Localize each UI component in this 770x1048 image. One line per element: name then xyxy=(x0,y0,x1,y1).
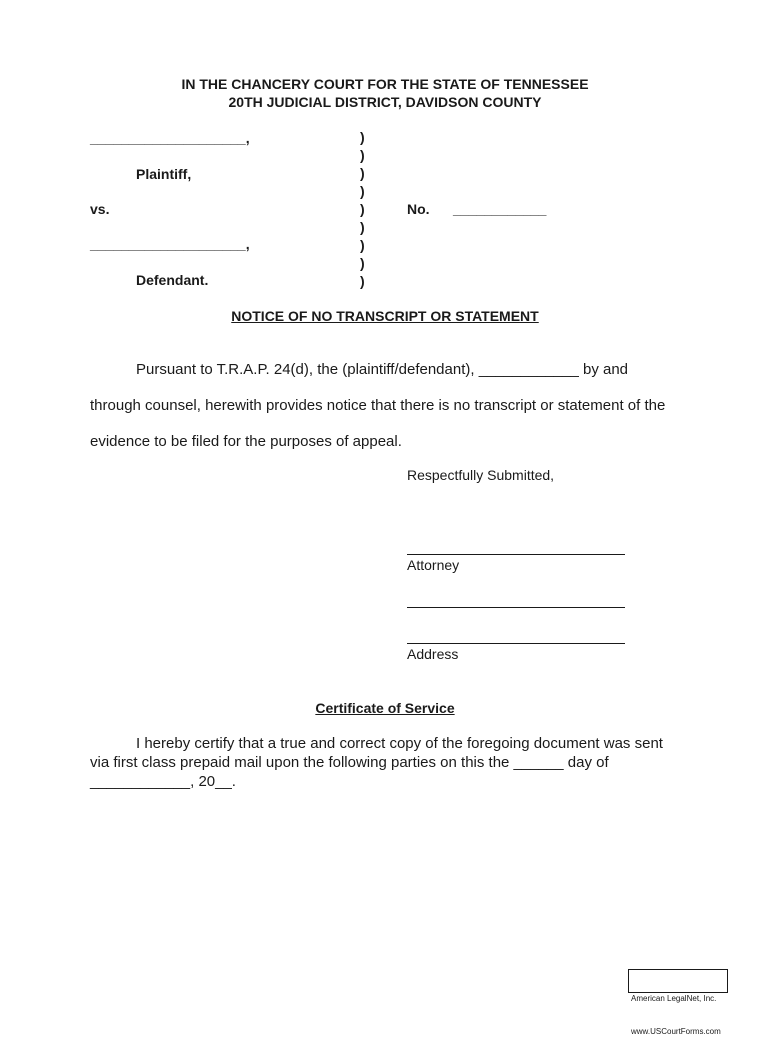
caption-paren: ) xyxy=(360,273,365,289)
caption-parentheses xyxy=(360,128,365,290)
publisher-footer-box xyxy=(628,969,728,1036)
caption-paren: ) xyxy=(360,129,365,145)
caption-paren: ) xyxy=(360,219,365,235)
caption-paren: ) xyxy=(360,255,365,271)
case-number-label: No. xyxy=(407,201,430,217)
caption-paren: ) xyxy=(360,237,365,253)
document-title: NOTICE OF NO TRANSCRIPT OR STATEMENT xyxy=(231,308,539,324)
attorney-signature-line xyxy=(407,554,625,555)
certificate-line-1: I hereby certify that a true and correct copy of the foregoing document was sent xyxy=(136,735,663,752)
case-number-blank: ____________ xyxy=(453,201,547,217)
defendant-name-blank: ____________________, xyxy=(90,236,250,252)
caption-paren: ) xyxy=(360,183,365,199)
body-line-3: evidence to be filed for the purposes of appeal. xyxy=(90,433,402,450)
body-line-1: Pursuant to T.R.A.P. 24(d), the (plaintiff/defendant), ____________ by and xyxy=(136,361,629,378)
attorney-label: Attorney xyxy=(407,557,460,573)
versus-label: vs. xyxy=(90,201,110,217)
defendant-label: Defendant. xyxy=(136,272,209,288)
caption-paren: ) xyxy=(360,165,365,181)
address-line-2 xyxy=(407,643,625,644)
footer-line-2: www.USCourtForms.com xyxy=(631,1027,721,1036)
court-heading-line2: 20TH JUDICIAL DISTRICT, DAVIDSON COUNTY xyxy=(228,94,542,110)
footer-line-1: American LegalNet, Inc. xyxy=(631,994,717,1003)
court-heading-line1: IN THE CHANCERY COURT FOR THE STATE OF TENNESSEE xyxy=(181,76,589,92)
caption-paren: ) xyxy=(360,147,365,163)
certificate-title: Certificate of Service xyxy=(315,700,455,716)
plaintiff-label: Plaintiff, xyxy=(136,166,192,182)
caption-paren: ) xyxy=(360,201,365,217)
certificate-line-3: ____________, 20__. xyxy=(90,773,236,790)
address-label: Address xyxy=(407,646,459,662)
address-line-1 xyxy=(407,607,625,608)
body-line-2: through counsel, herewith provides notice that there is no transcript or statement of the xyxy=(90,397,666,414)
certificate-line-2: via first class prepaid mail upon the following parties on this the ______ day of xyxy=(90,754,609,771)
plaintiff-name-blank: ____________________, xyxy=(90,130,250,146)
respectfully-submitted: Respectfully Submitted, xyxy=(407,467,555,483)
